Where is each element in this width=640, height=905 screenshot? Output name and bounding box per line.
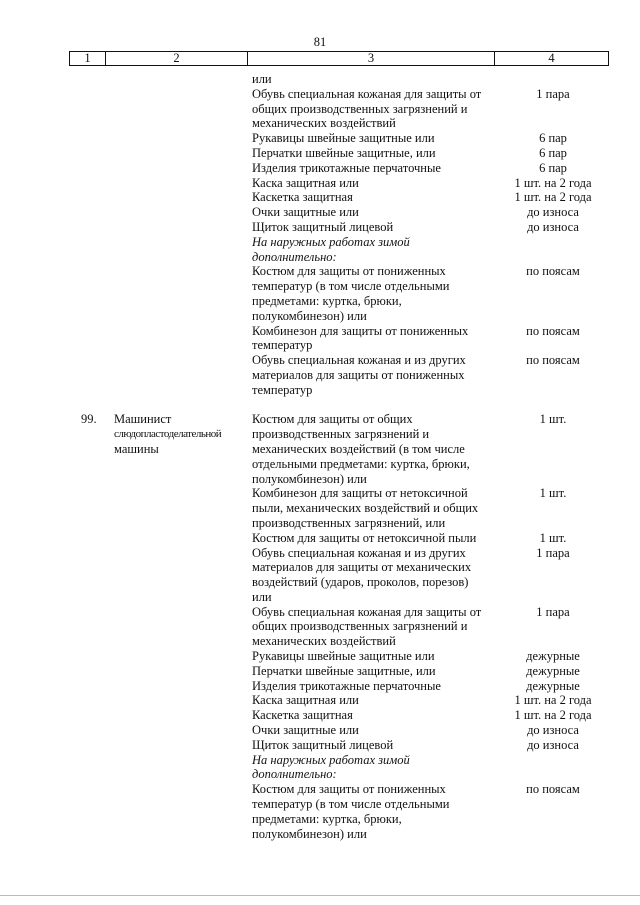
profession-cell xyxy=(114,501,252,516)
table-row xyxy=(0,146,640,161)
item-cell: Изделия трикотажные перчаточные xyxy=(252,160,441,175)
item-cell: дополнительно: xyxy=(252,767,337,782)
profession-cell xyxy=(114,619,252,634)
table-row xyxy=(0,812,640,827)
table-row xyxy=(0,516,640,531)
table-row xyxy=(0,619,640,634)
table-row xyxy=(0,368,640,383)
row-number xyxy=(0,649,114,664)
profession-cell xyxy=(114,368,252,383)
norm-cell xyxy=(498,472,608,487)
norm-cell: по поясам xyxy=(526,782,580,797)
table-row xyxy=(0,634,640,649)
row-number xyxy=(0,131,114,146)
table-row xyxy=(0,664,640,679)
item-cell: Обувь специальная кожаная для защиты от xyxy=(252,604,482,619)
item-cell: Каска защитная или xyxy=(252,693,359,708)
norm-cell: 6 пар xyxy=(539,145,567,160)
row-number xyxy=(0,472,114,487)
norm-cell xyxy=(498,294,608,309)
profession-cell xyxy=(114,131,252,146)
row-number xyxy=(0,190,114,205)
item-cell: Костюм для защиты от общих xyxy=(252,412,413,427)
table-row xyxy=(0,649,640,664)
table-row xyxy=(0,767,640,782)
norm-cell: 1 шт. xyxy=(539,530,567,545)
item-cell: На наружных работах зимой xyxy=(252,234,410,249)
item-cell: производственных загрязнений и xyxy=(252,427,430,442)
row-number xyxy=(0,146,114,161)
item-cell: Каскетка защитная xyxy=(252,708,353,723)
table-row xyxy=(0,546,640,561)
item-cell: Костюм для защиты от пониженных xyxy=(252,782,446,797)
norm-cell xyxy=(498,309,608,324)
item-cell: На наружных работах зимой xyxy=(252,752,410,767)
norm-cell: 1 пара xyxy=(536,86,570,101)
item-cell: общих производственных загрязнений и xyxy=(252,101,468,116)
profession-cell xyxy=(114,161,252,176)
table-row xyxy=(0,338,640,353)
row-number xyxy=(0,442,114,457)
profession-cell xyxy=(114,546,252,561)
table-row xyxy=(0,472,640,487)
item-cell: или xyxy=(252,589,272,604)
table-row xyxy=(0,87,640,102)
profession-cell: машины xyxy=(114,441,159,456)
item-cell: материалов для защиты от механических xyxy=(252,560,472,575)
header-col-2: 2 xyxy=(105,52,247,65)
profession-cell xyxy=(114,827,252,842)
profession-cell xyxy=(114,309,252,324)
item-cell: отдельными предметами: куртка, брюки, xyxy=(252,456,470,471)
profession-cell xyxy=(114,205,252,220)
profession-cell xyxy=(114,353,252,368)
norm-cell xyxy=(498,501,608,516)
row-number xyxy=(0,708,114,723)
profession-cell xyxy=(114,590,252,605)
row-gap xyxy=(0,398,640,413)
profession-cell xyxy=(114,324,252,339)
table-row xyxy=(0,161,640,176)
row-number xyxy=(0,486,114,501)
row-number xyxy=(0,634,114,649)
item-cell: предметами: куртка, брюки, xyxy=(252,293,402,308)
profession-cell xyxy=(114,220,252,235)
norm-cell: 1 шт. на 2 года xyxy=(514,175,592,190)
norm-cell: до износа xyxy=(527,737,579,752)
item-cell: Каска защитная или xyxy=(252,175,359,190)
norm-cell: дежурные xyxy=(526,663,580,678)
table-row xyxy=(0,605,640,620)
norm-cell xyxy=(498,279,608,294)
profession-cell xyxy=(114,383,252,398)
norm-cell xyxy=(498,797,608,812)
row-number xyxy=(0,427,114,442)
table-row xyxy=(0,753,640,768)
table-row xyxy=(0,738,640,753)
table-body xyxy=(0,72,640,841)
norm-cell xyxy=(498,575,608,590)
row-number xyxy=(0,693,114,708)
header-col-3: 3 xyxy=(247,52,494,65)
header-col-1: 1 xyxy=(69,52,105,65)
profession-cell xyxy=(114,738,252,753)
item-cell: Рукавицы швейные защитные или xyxy=(252,649,435,664)
item-cell: Щиток защитный лицевой xyxy=(252,737,394,752)
row-number xyxy=(0,575,114,590)
table-row xyxy=(0,827,640,842)
item-cell: Обувь специальная кожаная и из других xyxy=(252,545,466,560)
norm-cell: 1 пара xyxy=(536,604,570,619)
row-number xyxy=(0,205,114,220)
row-number xyxy=(0,72,114,87)
item-cell: производственных загрязнений, или xyxy=(252,515,446,530)
table-row xyxy=(0,531,640,546)
profession-cell xyxy=(114,264,252,279)
table-row xyxy=(0,235,640,250)
norm-cell xyxy=(498,250,608,265)
page-number: 81 xyxy=(313,35,327,49)
norm-cell: до износа xyxy=(527,205,579,220)
table-row xyxy=(0,324,640,339)
row-number xyxy=(0,753,114,768)
table-row xyxy=(0,708,640,723)
norm-cell: дежурные xyxy=(526,678,580,693)
item-cell: Костюм для защиты от нетоксичной пыли xyxy=(252,530,477,545)
profession-cell xyxy=(114,516,252,531)
item-cell: Обувь специальная кожаная для защиты от xyxy=(252,86,482,101)
table-header xyxy=(69,51,609,66)
item-cell: Очки защитные или xyxy=(252,723,359,738)
table-row xyxy=(0,590,640,605)
item-cell: механических воздействий xyxy=(252,634,396,649)
norm-cell xyxy=(498,827,608,842)
norm-cell: дежурные xyxy=(526,649,580,664)
row-number xyxy=(0,827,114,842)
item-cell: полукомбинезон) или xyxy=(252,471,367,486)
norm-cell: 6 пар xyxy=(539,160,567,175)
table-row xyxy=(0,309,640,324)
profession-cell xyxy=(114,294,252,309)
norm-cell xyxy=(498,116,608,131)
item-cell: Очки защитные или xyxy=(252,205,359,220)
profession-cell xyxy=(114,560,252,575)
row-number xyxy=(0,516,114,531)
item-cell: температур xyxy=(252,382,313,397)
norm-cell: 1 шт. на 2 года xyxy=(514,190,592,205)
norm-cell xyxy=(498,753,608,768)
profession-cell xyxy=(114,235,252,250)
row-number xyxy=(0,738,114,753)
norm-cell xyxy=(498,383,608,398)
norm-cell xyxy=(498,235,608,250)
row-number xyxy=(0,619,114,634)
norm-cell xyxy=(498,338,608,353)
profession-cell xyxy=(114,531,252,546)
norm-cell: до износа xyxy=(527,219,579,234)
norm-cell xyxy=(498,457,608,472)
table-row xyxy=(0,412,640,427)
row-number xyxy=(0,294,114,309)
profession-cell xyxy=(114,679,252,694)
row-number xyxy=(0,767,114,782)
norm-cell xyxy=(498,812,608,827)
norm-cell: 1 шт. xyxy=(539,412,567,427)
item-cell: воздействий (ударов, проколов, порезов) xyxy=(252,575,469,590)
item-cell: Щиток защитный лицевой xyxy=(252,219,394,234)
norm-cell xyxy=(498,516,608,531)
table-row xyxy=(0,797,640,812)
profession-cell xyxy=(114,116,252,131)
row-number xyxy=(0,605,114,620)
profession-cell xyxy=(114,472,252,487)
row-number xyxy=(0,353,114,368)
row-number xyxy=(0,338,114,353)
norm-cell: по поясам xyxy=(526,264,580,279)
table-row xyxy=(0,131,640,146)
row-number: 99. xyxy=(81,412,97,427)
table-row xyxy=(0,250,640,265)
row-number xyxy=(0,235,114,250)
table-row xyxy=(0,205,640,220)
row-number xyxy=(0,368,114,383)
row-number xyxy=(0,590,114,605)
profession-cell xyxy=(114,72,252,87)
row-number xyxy=(0,220,114,235)
norm-cell xyxy=(498,619,608,634)
row-number xyxy=(0,102,114,117)
norm-cell xyxy=(498,767,608,782)
page-bottom-edge xyxy=(0,895,640,896)
profession-cell xyxy=(114,723,252,738)
profession-cell xyxy=(114,575,252,590)
item-cell: механических воздействий (в том числе xyxy=(252,441,465,456)
table-row xyxy=(0,427,640,442)
row-number xyxy=(0,324,114,339)
profession-cell xyxy=(114,664,252,679)
norm-cell: 1 шт. на 2 года xyxy=(514,693,592,708)
row-number xyxy=(0,383,114,398)
profession-cell xyxy=(114,782,252,797)
norm-cell: до износа xyxy=(527,723,579,738)
norm-cell xyxy=(498,560,608,575)
norm-cell: по поясам xyxy=(526,323,580,338)
norm-cell xyxy=(498,442,608,457)
table-row xyxy=(0,190,640,205)
row-number xyxy=(0,723,114,738)
item-cell: Изделия трикотажные перчаточные xyxy=(252,678,441,693)
profession-cell xyxy=(114,102,252,117)
table-row xyxy=(0,102,640,117)
row-number xyxy=(0,176,114,191)
table-row xyxy=(0,264,640,279)
profession-cell xyxy=(114,812,252,827)
row-number xyxy=(0,250,114,265)
profession-cell xyxy=(114,486,252,501)
row-number xyxy=(0,116,114,131)
table-row xyxy=(0,501,640,516)
table-row xyxy=(0,486,640,501)
profession-cell xyxy=(114,693,252,708)
table-row xyxy=(0,442,640,457)
norm-cell xyxy=(498,72,608,87)
row-number xyxy=(0,457,114,472)
table-row xyxy=(0,353,640,368)
header-col-4: 4 xyxy=(494,52,609,65)
row-number xyxy=(0,812,114,827)
item-cell: предметами: куртка, брюки, xyxy=(252,811,402,826)
profession-cell xyxy=(114,279,252,294)
item-cell: механических воздействий xyxy=(252,116,396,131)
profession-cell xyxy=(114,457,252,472)
table-row xyxy=(0,220,640,235)
profession-cell xyxy=(114,767,252,782)
item-cell: Комбинезон для защиты от нетоксичной xyxy=(252,486,468,501)
row-number xyxy=(0,679,114,694)
table-row xyxy=(0,457,640,472)
profession-cell xyxy=(114,708,252,723)
item-cell: полукомбинезон) или xyxy=(252,308,367,323)
table-row xyxy=(0,294,640,309)
item-cell: Перчатки швейные защитные, или xyxy=(252,663,436,678)
table-row xyxy=(0,72,640,87)
item-cell: температур (в том числе отдельными xyxy=(252,279,450,294)
profession-cell xyxy=(114,797,252,812)
table-row xyxy=(0,116,640,131)
table-row xyxy=(0,279,640,294)
table-row xyxy=(0,560,640,575)
table-row xyxy=(0,782,640,797)
norm-cell xyxy=(498,427,608,442)
item-cell: температур xyxy=(252,338,313,353)
profession-cell: Машинист xyxy=(114,412,172,427)
norm-cell xyxy=(498,634,608,649)
profession-cell xyxy=(114,87,252,102)
row-number xyxy=(0,546,114,561)
item-cell: Комбинезон для защиты от пониженных xyxy=(252,323,469,338)
row-number xyxy=(0,87,114,102)
table-row xyxy=(0,176,640,191)
profession-cell xyxy=(114,146,252,161)
item-cell: дополнительно: xyxy=(252,249,337,264)
row-number xyxy=(0,782,114,797)
row-number xyxy=(0,279,114,294)
profession-cell xyxy=(114,176,252,191)
norm-cell: по поясам xyxy=(526,353,580,368)
item-cell: Обувь специальная кожаная и из других xyxy=(252,353,466,368)
profession-cell xyxy=(114,649,252,664)
profession-cell xyxy=(114,753,252,768)
row-number xyxy=(0,664,114,679)
item-cell: пыли, механических воздействий и общих xyxy=(252,501,479,516)
table-row xyxy=(0,693,640,708)
table-row xyxy=(0,723,640,738)
item-cell: температур (в том числе отдельными xyxy=(252,797,450,812)
row-number xyxy=(0,531,114,546)
profession-cell: слюдопластоделательной xyxy=(114,428,222,441)
norm-cell: 1 шт. xyxy=(539,486,567,501)
profession-cell xyxy=(114,250,252,265)
row-number xyxy=(0,560,114,575)
norm-cell: 1 шт. на 2 года xyxy=(514,708,592,723)
row-number xyxy=(0,161,114,176)
profession-cell xyxy=(114,605,252,620)
item-cell: или xyxy=(252,72,272,86)
item-cell: Каскетка защитная xyxy=(252,190,353,205)
item-cell: материалов для защиты от пониженных xyxy=(252,367,465,382)
table-row xyxy=(0,575,640,590)
norm-cell: 6 пар xyxy=(539,131,567,146)
table-row xyxy=(0,679,640,694)
row-number xyxy=(0,501,114,516)
profession-cell xyxy=(114,338,252,353)
item-cell: полукомбинезон) или xyxy=(252,826,367,841)
item-cell: Рукавицы швейные защитные или xyxy=(252,131,435,146)
item-cell: общих производственных загрязнений и xyxy=(252,619,468,634)
row-number xyxy=(0,309,114,324)
table-row xyxy=(0,383,640,398)
item-cell: Перчатки швейные защитные, или xyxy=(252,145,436,160)
profession-cell xyxy=(114,190,252,205)
row-number xyxy=(0,264,114,279)
profession-cell xyxy=(114,634,252,649)
norm-cell xyxy=(498,590,608,605)
item-cell: Костюм для защиты от пониженных xyxy=(252,264,446,279)
norm-cell: 1 пара xyxy=(536,545,570,560)
norm-cell xyxy=(498,102,608,117)
row-number xyxy=(0,797,114,812)
norm-cell xyxy=(498,368,608,383)
